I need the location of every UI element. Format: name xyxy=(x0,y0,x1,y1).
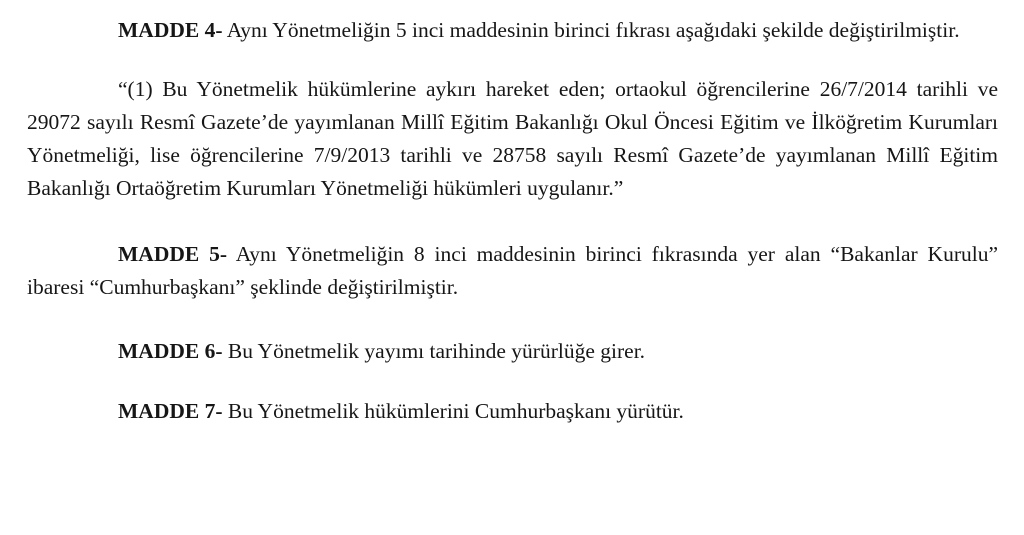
article-6-text: Bu Yönetmelik yayımı tarihinde yürürlüğe girer. xyxy=(222,339,646,363)
article-7 xyxy=(27,395,998,428)
article-4 xyxy=(27,14,998,47)
article-5-heading: MADDE 5- xyxy=(118,242,228,266)
article-6-heading: MADDE 6- xyxy=(118,339,223,363)
article-4-text: Aynı Yönetmeliğin 5 inci maddesinin birinci fıkrası aşağıdaki şekilde değiştirilmiştir. xyxy=(222,18,960,42)
amended-paragraph-text: “(1) Bu Yönetmelik hükümlerine aykırı hareket eden; ortaokul öğrencilerine 26/7/2014 tarihli ve 29072 sayılı Resmî Gazete’de yayımlanan Millî Eğitim Bakanlığı Okul Öncesi Eğitim ve İlköğretim Kurumları Yönetmeliği, lise öğrencilerine 7/9/2013 tarihli ve 28758 sayılı Resmî Gazete’de yayımlanan Millî Eğitim Bakanlığı Ortaöğretim Kurumları Yönetmeliği hükümleri uygulanır.” xyxy=(27,77,998,200)
article-4-heading: MADDE 4- xyxy=(118,18,223,42)
article-5-text: Aynı Yönetmeliğin 8 inci maddesinin birinci fıkrasında yer alan “Bakanlar Kurulu” ibaresi “Cumhurbaşkanı” şeklinde değiştirilmiştir. xyxy=(27,242,999,299)
article-7-text: Bu Yönetmelik hükümlerini Cumhurbaşkanı yürütür. xyxy=(222,399,684,423)
article-5 xyxy=(27,238,998,304)
amended-paragraph xyxy=(27,73,998,205)
article-6 xyxy=(27,335,998,368)
article-7-heading: MADDE 7- xyxy=(118,399,223,423)
